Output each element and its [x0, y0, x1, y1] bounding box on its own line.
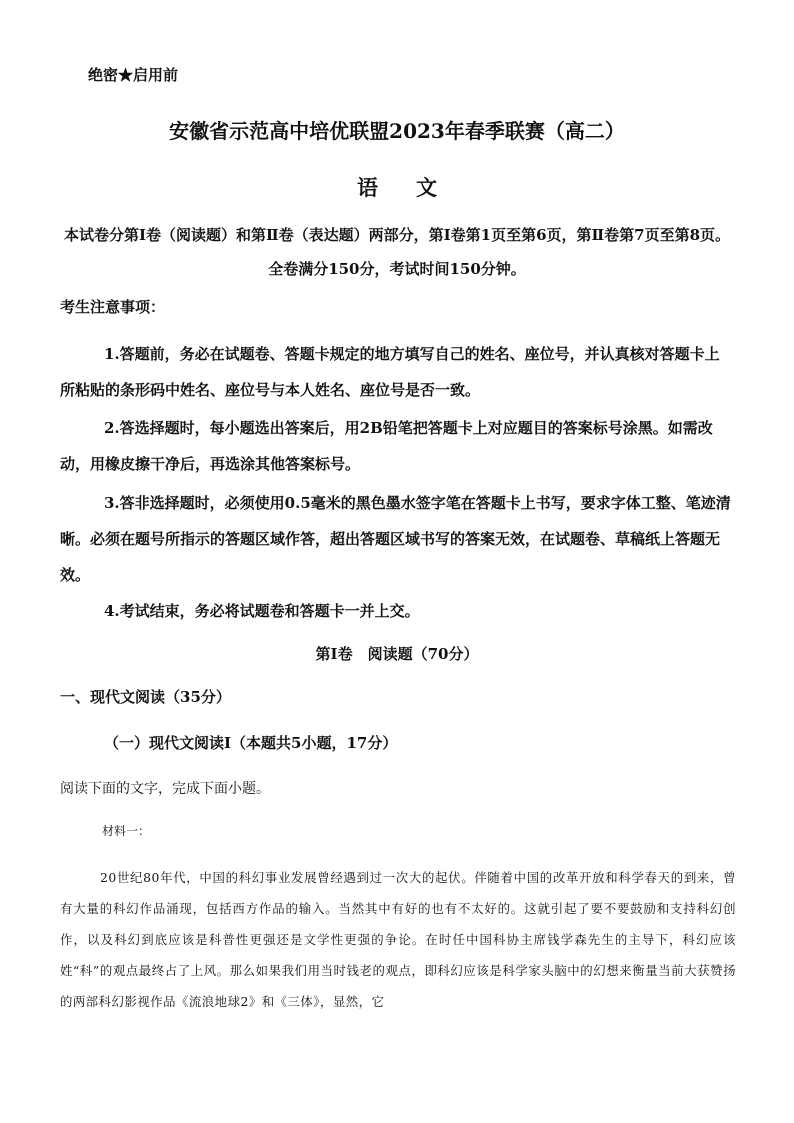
subject-title: 语文 — [357, 175, 475, 200]
notice-item-2: 2.答选择题时，每小题选出答案后，用2B铅笔把答题卡上对应题目的答案标号涂黑。如需改动，用橡皮擦干净后，再选涂其他答案标号。 — [60, 419, 713, 473]
section-heading: 第Ⅰ卷 阅读题（70分） — [315, 645, 479, 663]
reading-passage: 20世纪80年代，中国的科幻事业发展曾经遇到过一次大的起伏。伴随着中国的改革开放和科学春天的到来，曾有大量的科幻作品涌现，包括西方作品的输入。当然其中有好的也有不太好的。这就引起了要不要鼓励和支持科幻创作，以及科幻到底应该是科普性更强还是文学性更强的争论。在时任中国科协主席钱学森先生的主导下，科幻应该姓“科”的观点最终占了上风。那么如果我们用当时钱老的观点，即科幻应该是科学家头脑中的幻想来衡量当前大获赞扬的两部科幻影视作品《流浪地球2》和《三体》，显然，它 — [60, 870, 736, 1009]
subsection-heading: （一）现代文阅读Ⅰ（本题共5小题，17分） — [104, 734, 398, 752]
exam-intro: 本试卷分第Ⅰ卷（阅读题）和第Ⅱ卷（表达题）两部分，第Ⅰ卷第1页至第6页，第Ⅱ卷第7页至第8页。全卷满分150分，考试时间150分钟。 — [63, 226, 731, 278]
reading-instruction: 阅读下面的文字，完成下面小题。 — [60, 781, 270, 797]
notice-heading: 考生注意事项： — [60, 298, 166, 316]
part-heading: 一、现代文阅读（35分） — [60, 688, 231, 706]
notice-item-4: 4.考试结束，务必将试题卷和答题卡一并上交。 — [104, 602, 420, 620]
exam-title: 安徽省示范高中培优联盟2023年春季联赛（高二） — [169, 119, 625, 143]
material-label: 材料一： — [102, 824, 151, 838]
notice-item-1: 1.答题前，务必在试题卷、答题卡规定的地方填写自己的姓名、座位号，并认真核对答题卡上所粘贴的条形码中姓名、座位号与本人姓名、座位号是否一致。 — [60, 345, 720, 399]
notice-item-3: 3.答非选择题时，必须使用0.5毫米的黑色墨水签字笔在答题卡上书写，要求字体工整、笔迹清晰。必须在题号所指示的答题区域作答，超出答题区域书写的答案无效，在试题卷、草稿纸上答题无效。 — [60, 494, 731, 584]
classified-label: 绝密★启用前 — [88, 66, 179, 84]
